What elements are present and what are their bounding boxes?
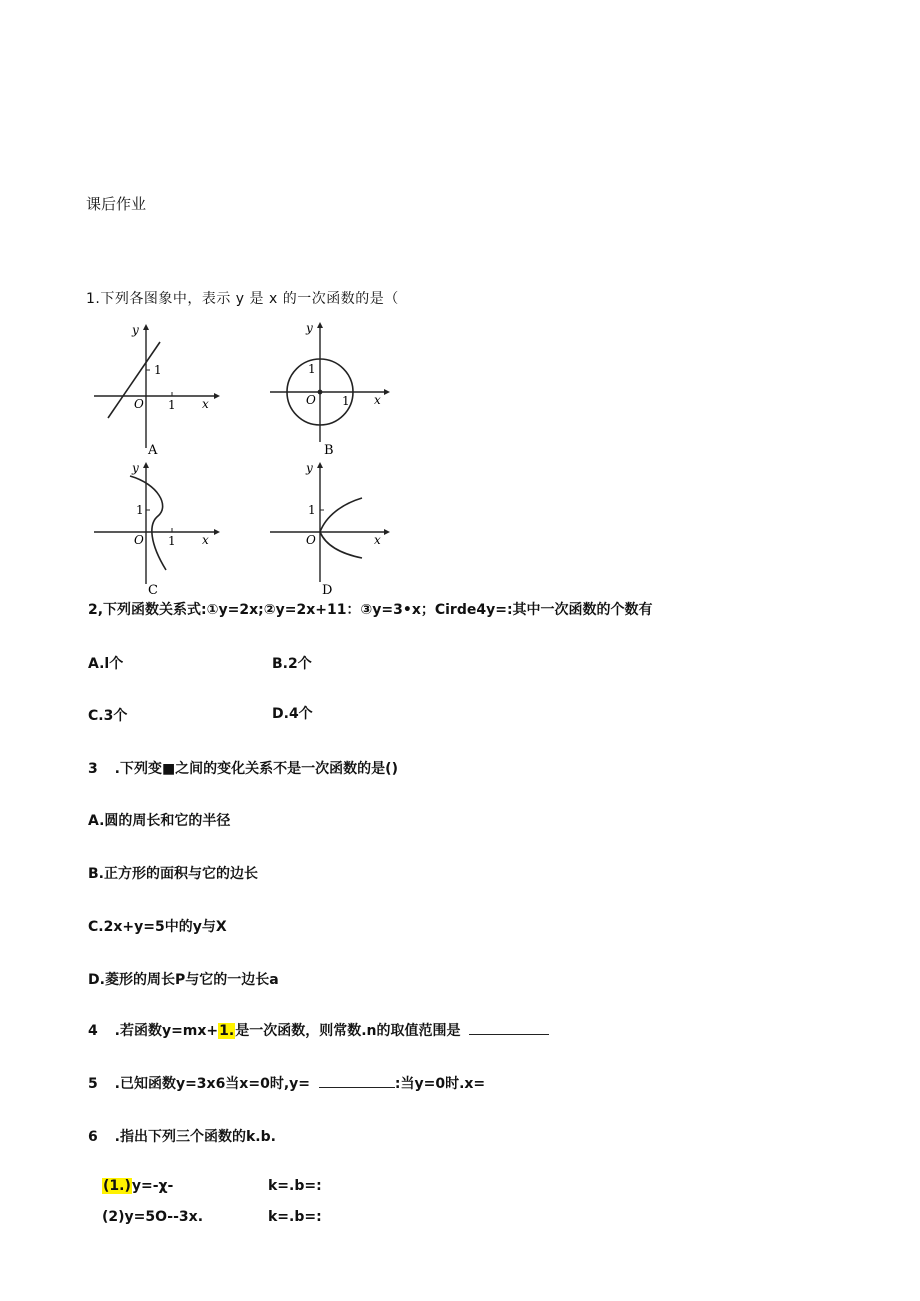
graph-a-y-label: y <box>132 323 139 337</box>
question-3 <box>88 758 398 778</box>
question-5-answer-blank <box>319 1075 395 1088</box>
question-4-text-after: 是一次函数，则常数.n的取值范围是 <box>235 1023 461 1039</box>
graph-a <box>90 318 220 458</box>
question-6-number: 6 <box>88 1129 98 1145</box>
graph-c-tick-y: 1 <box>136 503 144 517</box>
graph-b-x-label: x <box>374 393 381 407</box>
question-2-option-d: D.4个 <box>272 706 313 722</box>
graph-a-x-label: x <box>202 397 209 411</box>
graph-c-tick-x: 1 <box>168 534 176 548</box>
graph-a-label: A <box>148 443 158 458</box>
question-6-item-1-number: (1.) <box>103 1178 131 1194</box>
question-6-item-1-expr: y=-χ- <box>131 1178 174 1194</box>
graph-c-origin: O <box>134 533 144 547</box>
question-6 <box>88 1126 276 1146</box>
graph-c <box>90 458 220 598</box>
question-4 <box>88 1020 549 1040</box>
question-6-item-1-kb: k=.b=: <box>268 1178 322 1194</box>
question-2-option-b: B.2个 <box>272 656 312 672</box>
graph-b-origin: O <box>306 393 316 407</box>
graph-c-x-label: x <box>202 533 209 547</box>
question-3-option-a: A.圆的周长和它的半径 <box>88 813 231 829</box>
graph-b <box>266 318 396 458</box>
question-3-option-d: D.菱形的周长P与它的一边长a <box>88 972 279 988</box>
graph-a-tick-y: 1 <box>154 363 162 377</box>
question-6-item-2-expr: (2)y=5O--3x. <box>102 1209 204 1225</box>
question-2-option-a: A.l个 <box>88 656 124 672</box>
question-5-text-before: .已知函数y=3x6当x=0时,y= <box>114 1076 310 1092</box>
graph-d-label: D <box>322 583 333 598</box>
question-4-text-before: .若函数y=mx+ <box>114 1023 219 1039</box>
question-5 <box>88 1073 485 1093</box>
question-4-highlight: 1. <box>219 1023 235 1039</box>
graph-c-curve <box>130 476 166 570</box>
question-6-item-2-kb: k=.b=: <box>268 1209 322 1225</box>
question-6-item-1 <box>102 1178 173 1194</box>
question-6-text: .指出下列三个函数的k.b. <box>114 1129 276 1145</box>
graph-b-tick-y: 1 <box>308 362 316 376</box>
graph-d-curve <box>320 498 362 558</box>
question-3-text: .下列变■之间的变化关系不是一次函数的是() <box>114 761 398 777</box>
page-heading: 课后作业 <box>86 195 147 213</box>
question-1-text: 1.下列各图象中，表示 y 是 x 的一次函数的是（ <box>86 291 399 307</box>
graph-c-label: C <box>148 583 158 598</box>
graph-d <box>266 458 396 598</box>
graph-b-y-label: y <box>306 321 313 335</box>
graph-c-y-label: y <box>132 461 139 475</box>
graph-b-label: B <box>324 443 334 458</box>
question-3-option-c: C.2x+y=5中的y与X <box>88 919 227 935</box>
question-4-number: 4 <box>88 1023 98 1039</box>
question-2-option-c: C.3个 <box>88 708 128 724</box>
graph-b-tick-x: 1 <box>342 394 350 408</box>
question-3-option-b: B.正方形的面积与它的边长 <box>88 866 258 882</box>
question-5-number: 5 <box>88 1076 98 1092</box>
graph-d-origin: O <box>306 533 316 547</box>
question-2-text: 2,下列函数关系式:①y=2x;②y=2x+11：③y=3•x；Cirde4y=:其中一次函数的个数有 <box>88 602 653 618</box>
graph-d-y-label: y <box>306 461 313 475</box>
question-5-text-after: :当y=0时.x= <box>394 1076 486 1092</box>
question-4-answer-blank <box>469 1022 549 1035</box>
graph-d-tick-y: 1 <box>308 503 316 517</box>
graph-a-tick-x: 1 <box>168 398 176 412</box>
graph-a-origin: O <box>134 397 144 411</box>
question-3-number: 3 <box>88 761 98 777</box>
graph-d-x-label: x <box>374 533 381 547</box>
